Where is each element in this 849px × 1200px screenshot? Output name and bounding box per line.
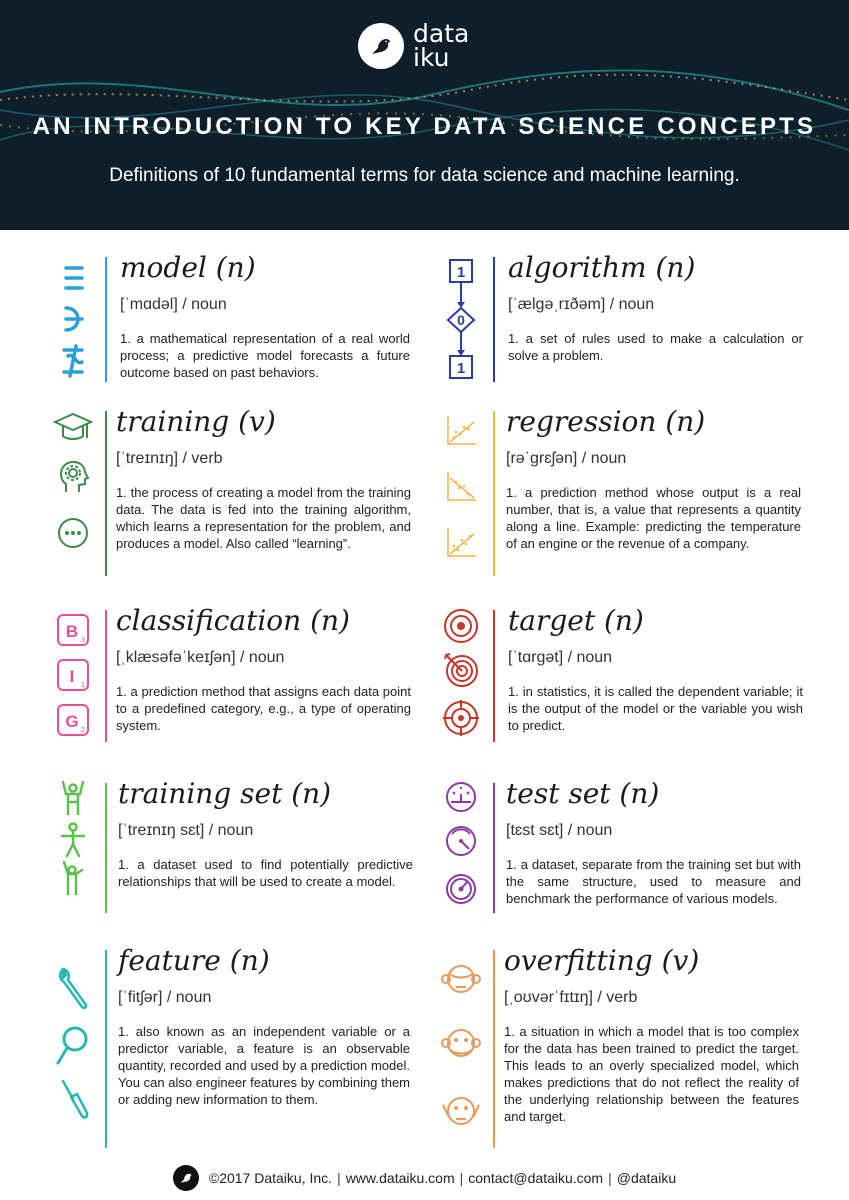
footer-email-link[interactable]: contact@dataiku.com <box>468 1170 604 1186</box>
term-definition: 1. a dataset used to find potentially predictive relationships that will be used to create a model. <box>118 857 413 889</box>
term-pronunciation: [ˈælgəˌrɪðəm] / noun <box>508 296 655 313</box>
footer-copyright: ©2017 Dataiku, Inc. <box>208 1170 333 1186</box>
head-gear-icon <box>50 458 96 496</box>
term-definition: 1. the process of creating a model from the training data. The data is fed into the training algorithm, which learns a representation for the problem, and produces a model. Also called “learning”. <box>116 485 411 551</box>
footer-separator: | <box>608 1170 612 1186</box>
approximately-equal-icon <box>50 260 96 296</box>
flowchart-icon <box>438 256 484 384</box>
logo-text-iku: iku <box>413 43 450 72</box>
monkey-see-icon <box>438 959 484 999</box>
tile-score: 2 <box>81 727 85 734</box>
scatter-plot-icon <box>438 470 484 504</box>
accent-line <box>493 783 495 913</box>
crosshair-icon <box>438 699 484 737</box>
term-card-classification <box>50 605 420 745</box>
term-pronunciation: [ˈmɑdəl] / noun <box>120 296 227 313</box>
term-definition: 1. a set of rules used to make a calculation or solve a problem. <box>508 331 803 363</box>
proportional-icon <box>50 302 96 336</box>
term-card-test-set <box>438 778 808 916</box>
term-card-target <box>438 605 808 745</box>
dataiku-logo <box>358 19 470 72</box>
graduation-cap-icon <box>50 410 96 444</box>
term-pronunciation: [ˈtreɪnɪŋ] / verb <box>116 450 223 467</box>
term-pronunciation: [ˈtreɪnɪŋ sɛt] / noun <box>118 822 254 839</box>
footer-separator: | <box>459 1170 464 1186</box>
flow-step-bottom: 1 <box>456 360 466 377</box>
term-title: test set (n) <box>506 777 660 810</box>
tile-letter: G <box>65 712 79 731</box>
term-card-regression <box>438 406 808 581</box>
gauge-low-icon <box>438 780 484 814</box>
accent-line <box>105 411 107 576</box>
screwdriver-icon <box>50 1077 96 1125</box>
accent-line <box>105 257 107 382</box>
term-title: target (n) <box>508 604 644 637</box>
term-definition: 1. a prediction method that assigns each data point to a predefined category, e.g., a type of operating system. <box>116 684 411 733</box>
target-arrow-icon <box>438 650 484 690</box>
monkey-hear-icon <box>438 1091 484 1131</box>
accent-line <box>493 257 495 382</box>
term-pronunciation: [ˈfitʃər] / noun <box>118 989 212 1006</box>
accent-line <box>105 610 107 742</box>
person-arm-raised-icon <box>50 860 96 896</box>
term-pronunciation: [ˌklæsəfəˈkeɪʃən] / noun <box>116 649 285 666</box>
term-title: training set (n) <box>118 777 332 810</box>
wrench-icon <box>50 965 96 1011</box>
term-card-feature <box>50 945 420 1150</box>
term-pronunciation: [ˌoʊvərˈfɪtɪŋ] / verb <box>504 989 638 1006</box>
term-card-model <box>50 252 420 387</box>
term-title: feature (n) <box>118 944 270 977</box>
term-title: overfitting (v) <box>504 944 700 977</box>
dots-circle-icon <box>50 516 96 550</box>
tile-g-icon <box>50 702 96 738</box>
page-subtitle: Definitions of 10 fundamental terms for data science and machine learning. <box>109 165 740 186</box>
term-definition: 1. in statistics, it is called the dependent variable; it is the output of the model or the variable you wish to predict. <box>508 684 803 733</box>
term-card-overfitting <box>438 945 808 1150</box>
term-card-algorithm <box>438 252 808 387</box>
term-definition: 1. a prediction method whose output is a real number, that is, a value that represents a quantity along a line. Example: predicting the temperature of an engine or the revenue of a company. <box>506 485 801 551</box>
scatter-plot-icon <box>438 526 484 560</box>
term-card-training-set <box>50 778 420 916</box>
term-title: algorithm (n) <box>508 251 696 284</box>
target-icon <box>438 607 484 645</box>
term-title: training (v) <box>116 405 276 438</box>
accent-line <box>105 783 107 913</box>
page-title: AN INTRODUCTION TO KEY DATA SCIENCE CONCEPTS <box>32 113 817 140</box>
bird-icon <box>358 23 404 69</box>
person-standing-icon <box>50 822 96 858</box>
accent-line <box>493 610 495 742</box>
person-arms-up-icon <box>50 780 96 816</box>
term-definition: 1. a dataset, separate from the training set but with the same structure, used to measure and benchmark the performance of various models. <box>506 857 801 906</box>
term-pronunciation: [rəˈgrɛʃən] / noun <box>506 450 627 467</box>
flow-step-mid: 0 <box>457 312 465 328</box>
footer-website-link[interactable]: www.dataiku.com <box>345 1170 455 1186</box>
footer-separator: | <box>337 1170 341 1186</box>
footer <box>0 1165 849 1191</box>
tile-b-icon <box>50 612 96 648</box>
tile-score: 1 <box>81 682 85 689</box>
accent-line <box>493 950 495 1148</box>
flow-step-top: 1 <box>456 264 466 281</box>
header-banner <box>0 0 849 230</box>
accent-line <box>493 411 495 576</box>
footer-handle-link[interactable]: @dataiku <box>616 1170 677 1186</box>
tile-i-icon <box>50 657 96 693</box>
tile-score: 3 <box>81 637 85 644</box>
term-title: classification (n) <box>116 604 350 637</box>
tile-letter: B <box>65 622 79 641</box>
term-pronunciation: [tɛst sɛt] / noun <box>506 822 613 839</box>
bird-icon <box>173 1165 199 1191</box>
term-title: regression (n) <box>506 405 706 438</box>
logo-text-data: data <box>413 19 470 48</box>
term-card-training <box>50 406 420 581</box>
scatter-plot-icon <box>438 414 484 448</box>
accent-line <box>105 950 107 1148</box>
term-definition: 1. a mathematical representation of a real world process; a predictive model forecasts a future outcome based on past behaviors. <box>120 331 410 380</box>
term-pronunciation: [ˈtɑrgət] / noun <box>508 649 613 666</box>
gauge-mid-icon <box>438 824 484 858</box>
gauge-high-icon <box>438 872 484 906</box>
term-title: model (n) <box>120 251 256 284</box>
magnifier-icon <box>50 1025 96 1069</box>
not-equal-icon <box>50 342 96 380</box>
term-definition: 1. a situation in which a model that is too complex for the data has been trained to predict the target. This leads to an overly specialized model, which makes predictions that do not reflect the reality of the underlying relationship between the features and target. <box>504 1024 799 1124</box>
tile-letter: I <box>69 667 75 686</box>
monkey-speak-icon <box>438 1023 484 1063</box>
term-definition: 1. also known as an independent variable or a predictor variable, a feature is an observable quantity, recorded and used by a prediction model. You can also engineer features by combining them or adding new information to them. <box>118 1024 410 1107</box>
